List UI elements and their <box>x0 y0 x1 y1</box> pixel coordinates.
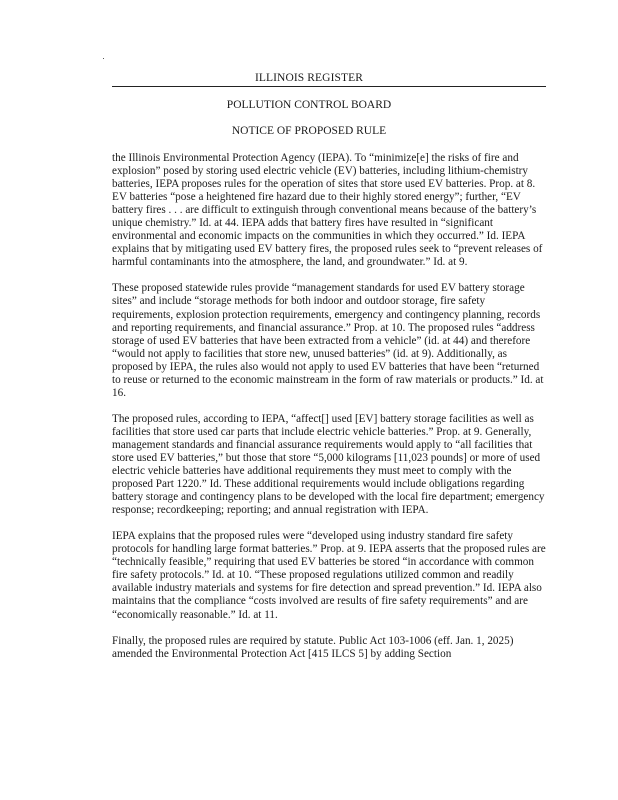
paragraph: These proposed statewide rules provide “management standards for used EV battery storage sites” and include “storage methods for both indoor and outdoor storage, fire safety requirements, explosion protection requirements, emergency and contingency planning, records and reporting requirements, and financial assurance.” Prop. at 10. The proposed rules “address storage of used EV batteries that have been extracted from a vehicle” (id. at 44) and therefore “would not apply to facilities that store new, unused batteries” (id. at 9). Additionally, as proposed by IEPA, the rules also would not apply to used EV batteries that have been “returned to reuse or returned to the economic mainstream in the form of raw materials or products.” Id. at 16. <box>112 282 544 399</box>
register-title: ILLINOIS REGISTER <box>254 72 364 84</box>
paragraph: The proposed rules, according to IEPA, “affect[] used [EV] battery storage facilities as well as facilities that store used car parts that include electric vehicle batteries.” Prop. at 9. Generally, management standards and financial assurance requirements would apply to “all facilities that store used EV batteries,” but those that store “5,000 kilograms [11,023 pounds] or more of used electric vehicle batteries have additional requirements they must meet to comply with the proposed Part 1220.” Id. These additional requirements would include obligations regarding battery storage and contingency plans to be developed with the local fire department; emergency response; recordkeeping; reporting; and annual registration with IEPA. <box>112 412 545 517</box>
paragraph: Finally, the proposed rules are required by statute. Public Act 103-1006 (eff. Jan. 1, 2025) amended the Environmental Protection Act [415 ILCS 5] by adding Section <box>112 634 514 660</box>
header-rule <box>112 86 546 87</box>
board-title: POLLUTION CONTROL BOARD <box>226 99 392 111</box>
paragraph: the Illinois Environmental Protection Agency (IEPA). To “minimize[e] the risks of fire and explosion” posed by storing used electric vehicle (EV) batteries, including lithium-chemistry batteries, IEPA proposes rules for the operation of sites that store used EV batteries. Prop. at 8. EV batteries “pose a heightened fire hazard due to their highly stored energy”; further, “EV battery fires . . . are difficult to extinguish through conventional means because of the battery’s unique chemistry.” Id. at 44. IEPA adds that battery fires have resulted in “significant environmental and economic impacts on the communities in which they occurred.” Id. IEPA explains that by mitigating used EV battery fires, the proposed rules seek to “prevent releases of harmful contaminants into the atmosphere, the land, and groundwater.” Id. at 9. <box>112 152 543 269</box>
paragraph: IEPA explains that the proposed rules were “developed using industry standard fire safety protocols for handling large format batteries.” Prop. at 9. IEPA asserts that the proposed rules are “technically feasible,” requiring that used EV batteries be stored “in accordance with common fire safety protocols.” Id. at 10. “These proposed regulations utilized common and readily available industry materials and systems for fire detection and spread prevention.” Id. IEPA also maintains that the compliance “costs involved are results of fire safety requirements” and are “economically reasonable.” Id. at 11. <box>112 530 546 621</box>
scan-speck <box>103 58 104 59</box>
notice-title: NOTICE OF PROPOSED RULE <box>231 125 387 137</box>
body-text <box>112 152 546 674</box>
